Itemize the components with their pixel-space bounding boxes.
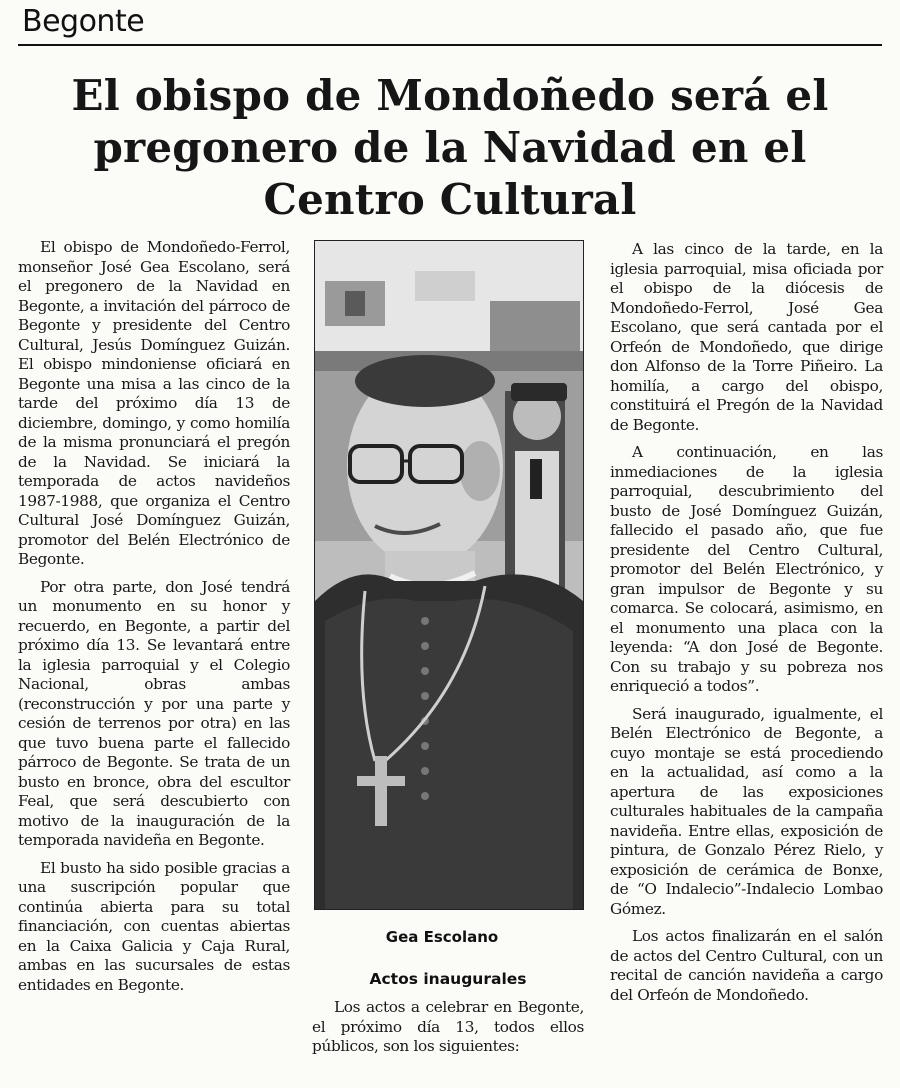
left-paragraph-3: El busto ha sido posible gracias a una suscripción popular que continúa abierta para su total financiación, con cuentas abiertas en la Caixa Galicia y Caja Rural, ambas en las sucursales de estas entidades en Begonte. bbox=[18, 858, 290, 994]
headline-line-3: Centro Cultural bbox=[263, 175, 637, 224]
subhead-actos-inaugurales: Actos inaugurales bbox=[369, 970, 527, 988]
bishop-photo-illustration bbox=[315, 241, 583, 909]
bishop-photo bbox=[314, 240, 584, 910]
left-paragraph-1: El obispo de Mondoñedo-Ferrol, monseñor José Gea Escolano, será el pregonero de la Navidad en Begonte, a invitación del párroco de Begonte y presidente del Centro Cultural, Jesús Domínguez Guizán. El obispo mindoniense oficiará en Begonte una misa a las cinco de la tarde del próximo día 13 de diciembre, domingo, y como homilía de la misma pronunciará el pregón de la Navidad. Se iniciará la temporada de actos navideños 1987-1988, que organiza el Centro Cultural José Domínguez Guizán, promotor del Belén Electrónico de Begonte. bbox=[18, 238, 290, 568]
right-paragraph-1: A las cinco de la tarde, en la iglesia parroquial, misa oficiada por el obispo de la diócesis de Mondoñedo-Ferrol, José Gea Escolano, que será cantada por el Orfeón de Mondoñedo, que dirige don Alfonso de la Torre Piñeiro. La homilía, a cargo del obispo, constituirá el Pregón de la Navidad de Begonte. bbox=[610, 240, 883, 434]
headline-line-2: pregonero de la Navidad en el bbox=[93, 123, 807, 172]
middle-column bbox=[312, 998, 584, 1065]
headline-line-1: El obispo de Mondoñedo será el bbox=[71, 71, 829, 120]
section-rule bbox=[18, 44, 882, 46]
middle-paragraph: Los actos a celebrar en Begonte, el próximo día 13, todos ellos públicos, son los siguientes: bbox=[312, 998, 584, 1055]
left-paragraph-2: Por otra parte, don José tendrá un monumento en su honor y recuerdo, en Begonte, a partir del próximo día 13. Se levantará entre la iglesia parroquial y el Colegio Nacional, obras ambas (reconstrucción y por una parte y cesión de terrenos por otra) en las que tuvo buena parte el fallecido párroco de Begonte. Se trata de un busto en bronce, obra del escultor Feal, que será descubierto con motivo de la inauguración de la temporada navideña en Begonte. bbox=[18, 577, 290, 849]
left-column bbox=[18, 238, 290, 1003]
right-paragraph-2: A continuación, en las inmediaciones de la iglesia parroquial, descubrimiento del busto de José Domínguez Guizán, fallecido el pasado año, que fue presidente del Centro Cultural, promotor del Belén Electrónico, y gran impulsor de Begonte y su comarca. Se colocará, asimismo, en el monumento una placa con la leyenda: “A don José de Begonte. Con su trabajo y su pobreza nos enriqueció a todos”. bbox=[610, 443, 883, 695]
headline bbox=[20, 70, 880, 226]
right-paragraph-3: Será inaugurado, igualmente, el Belén Electrónico de Begonte, a cuyo montaje se está procediendo en la actualidad, así como a la apertura de las exposiciones culturales habituales de la campaña navideña. Entre ellas, exposición de pintura, de Gonzalo Pérez Rielo, y exposición de cerámica de Bonxe, de “O Indalecio”-Indalecio Lombao Gómez. bbox=[610, 704, 883, 918]
right-paragraph-4: Los actos finalizarán en el salón de actos del Centro Cultural, con un recital de canción navideña a cargo del Orfeón de Mondoñedo. bbox=[610, 927, 883, 1004]
photo-caption: Gea Escolano bbox=[385, 928, 499, 946]
right-column bbox=[610, 240, 883, 1013]
section-tag: Begonte bbox=[22, 4, 145, 39]
